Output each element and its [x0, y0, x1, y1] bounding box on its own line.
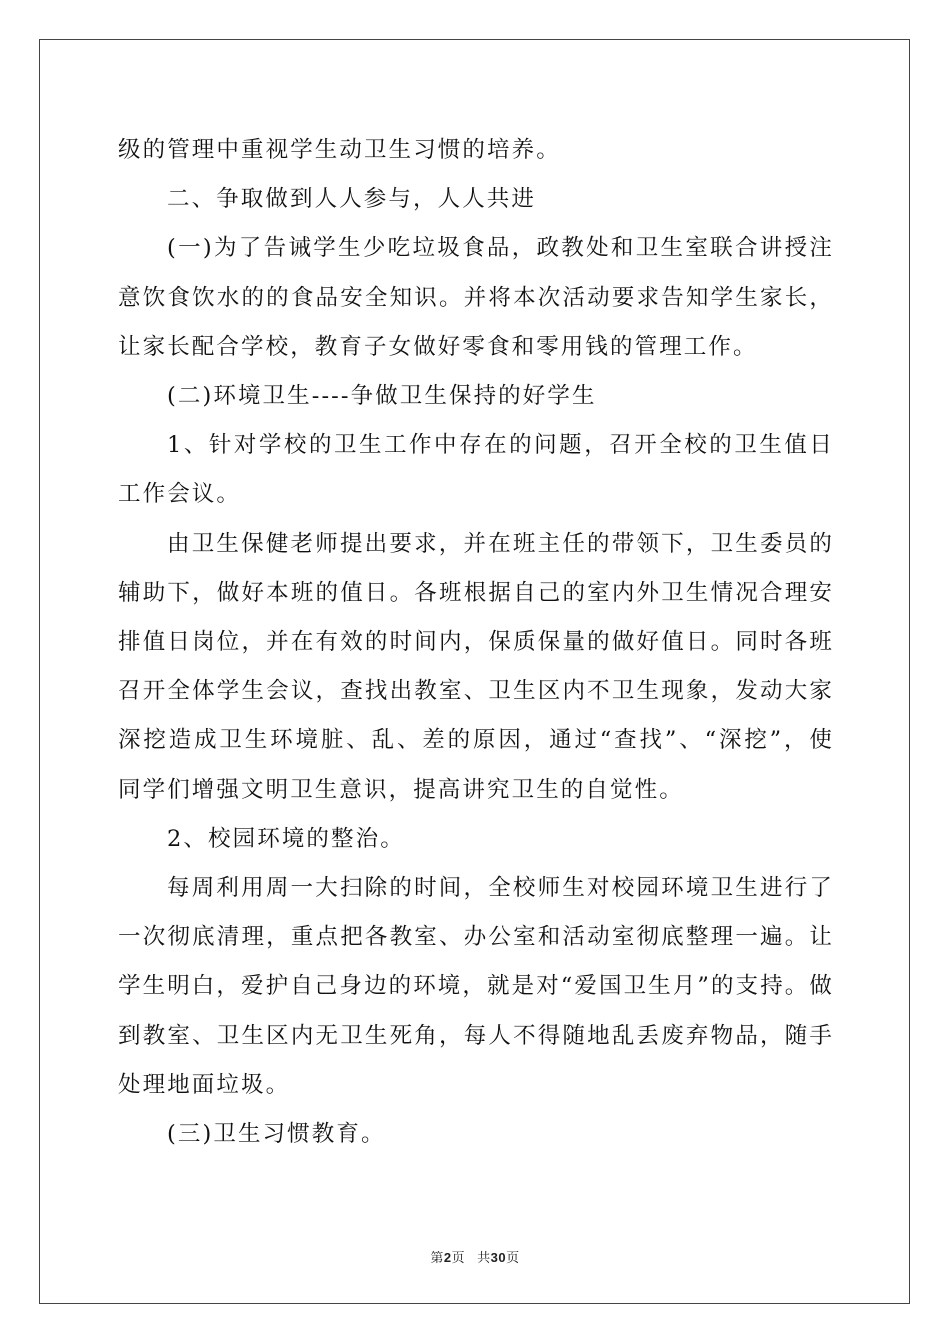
paragraph-5: 1、针对学校的卫生工作中存在的问题，召开全校的卫生值日工作会议。	[118, 432, 834, 508]
paragraph-6: 由卫生保健老师提出要求，并在班主任的带领下，卫生委员的辅助下，做好本班的值日。各班根据自己的室内外卫生情况合理安排值日岗位，并在有效的时间内，保质保量的做好值日。同时各班召开全体学生会议，查找出教室、卫生区内不卫生现象，发动大家深挖造成卫生环境脏、乱、差的原因，通过“查找”、“深挖”，使同学们增强文明卫生意识，提高讲究卫生的自觉性。	[118, 530, 834, 803]
paragraph-7: 2、校园环境的整治。	[167, 825, 405, 852]
page-footer	[0, 1247, 950, 1266]
paragraph-3: (一)为了告诫学生少吃垃圾食品，政教处和卫生室联合讲授注意饮食饮水的的食品安全知识。并将本次活动要求告知学生家长，让家长配合学校，教育子女做好零食和零用钱的管理工作。	[118, 235, 834, 360]
footer-page-suffix: 页	[451, 1251, 466, 1266]
footer-total-pages: 30	[490, 1250, 507, 1265]
subsection-heading-environment: (二)环境卫生----争做卫生保持的好学生	[167, 383, 597, 410]
section-heading-2: 二、争取做到人人参与，人人共进	[167, 186, 537, 213]
paragraph-1: 级的管理中重视学生动卫生习惯的培养。	[118, 137, 561, 163]
footer-total-prefix: 共	[477, 1251, 491, 1266]
footer-page-prefix: 第	[430, 1251, 444, 1266]
paragraph-8: 每周利用周一大扫除的时间，全校师生对校园环境卫生进行了一次彻底清理，重点把各教室、办公室和活动室彻底整理一遍。让学生明白，爱护自己身边的环境，就是对“爱国卫生月”的支持。做到教室、卫生区内无卫生死角，每人不得随地乱丢废弃物品，随手处理地面垃圾。	[118, 875, 835, 1098]
document-body	[118, 126, 834, 1159]
footer-page-number: 2	[443, 1250, 452, 1265]
subsection-heading-habits: (三)卫生习惯教育。	[167, 1121, 386, 1148]
footer-total-suffix: 页	[506, 1251, 520, 1266]
